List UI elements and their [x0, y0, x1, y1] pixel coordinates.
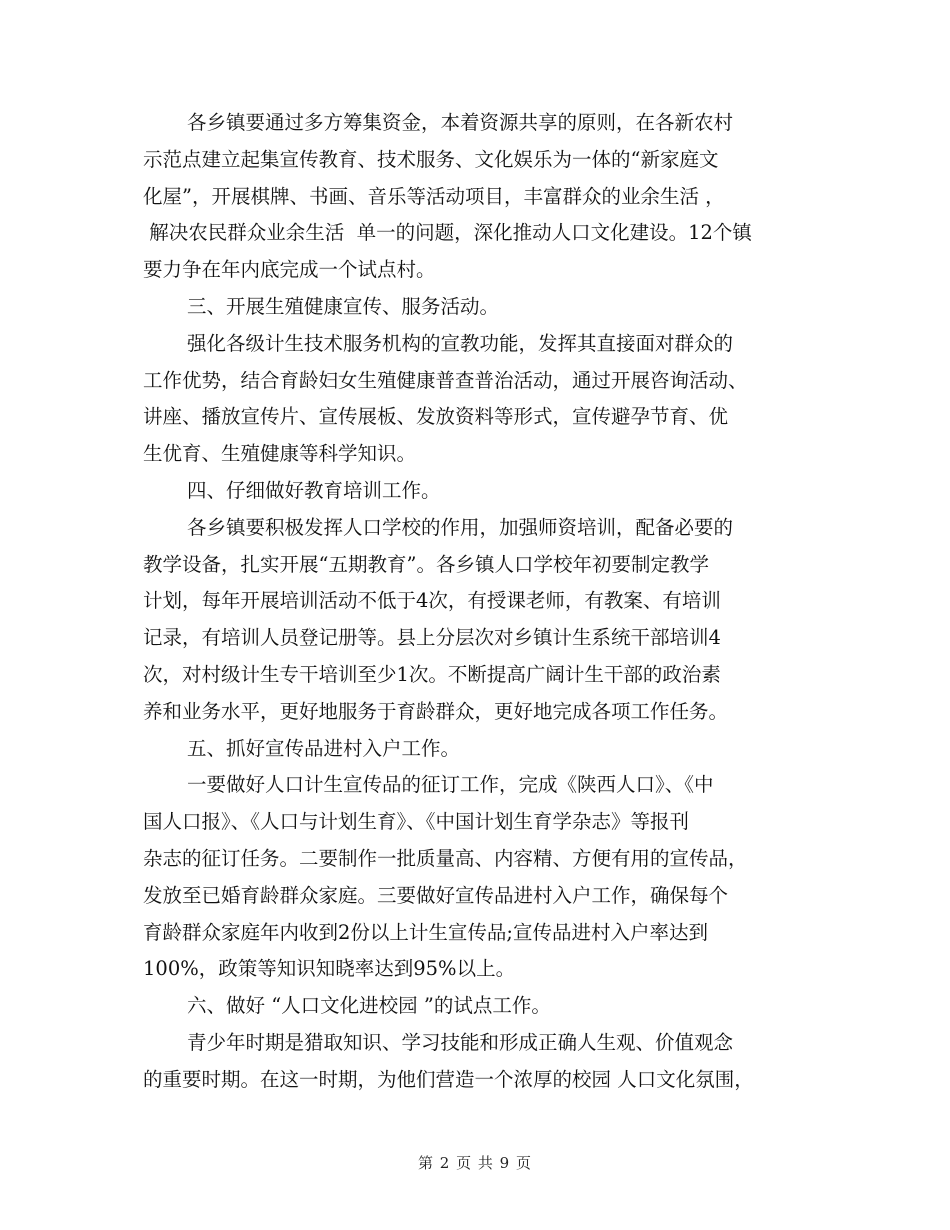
text-line: 六、做好 “人口文化进校园 ”的试点工作。 — [187, 994, 551, 1018]
text-line: 解决农民群众业余生活 单一的问题，深化推动人口文化建设。12个镇 — [143, 221, 752, 245]
page-footer: 第 2 页 共 9 页 — [418, 1154, 532, 1172]
text-line: 的重要时期。在这一时期，为他们营造一个浓厚的校园 人口文化氛围， — [143, 1067, 754, 1091]
text-line: 一要做好人口计生宣传品的征订工作，完成《陕西人口》、《中 — [187, 773, 714, 797]
text-line: 育龄群众家庭年内收到2份以上计生宣传品;宣传品进村入户率达到 — [143, 920, 708, 944]
text-line: 100%，政策等知识知晓率达到95%以上。 — [143, 957, 516, 981]
text-line: 发放至已婚育龄群众家庭。三要做好宣传品进村入户工作，确保每个 — [143, 883, 729, 907]
text-line: 各乡镇要积极发挥人口学校的作用，加强师资培训，配备必要的 — [187, 515, 734, 539]
text-line: 教学设备，扎实开展“五期教育”。各乡镇人口学校年初要制定教学 — [143, 552, 709, 576]
text-line: 工作优势，结合育龄妇女生殖健康普查普治活动，通过开展咨询活动、 — [143, 368, 748, 392]
text-line: 三、开展生殖健康宣传、服务活动。 — [187, 294, 500, 318]
text-line: 养和业务水平，更好地服务于育龄群众，更好地完成各项工作任务。 — [143, 699, 729, 723]
text-line: 青少年时期是猎取知识、学习技能和形成正确人生观、价值观念 — [187, 1030, 734, 1054]
text-line: 计划，每年开展培训活动不低于4次，有授课老师，有教案、有培训 — [143, 589, 721, 613]
text-line: 五、抓好宣传品进村入户工作。 — [187, 736, 461, 760]
text-line: 次，对村级计生专干培训至少1次。不断提高广阔计生干部的政治素 — [143, 662, 721, 686]
text-line: 化屋”，开展棋牌、书画、音乐等活动项目，丰富群众的业余生活 ， — [143, 184, 725, 208]
text-line: 要力争在年内底完成一个试点村。 — [143, 258, 436, 282]
text-line: 杂志的征订任务。二要制作一批质量高、内容精、方便有用的宣传品， — [143, 846, 748, 870]
text-line: 记录，有培训人员登记册等。县上分层次对乡镇计生系统干部培训4 — [143, 626, 721, 650]
text-line: 讲座、播放宣传片、宣传展板、发放资料等形式，宣传避孕节育、优 — [143, 405, 729, 429]
text-line: 示范点建立起集宣传教育、技术服务、文化娱乐为一体的“新家庭文 — [143, 147, 719, 171]
text-line: 生优育、生殖健康等科学知识。 — [143, 442, 417, 466]
text-line: 强化各级计生技术服务机构的宣教功能，发挥其直接面对群众的 — [187, 331, 734, 355]
text-line: 各乡镇要通过多方筹集资金，本着资源共享的原则，在各新农村 — [187, 111, 734, 134]
text-line: 国人口报》、《人口与计划生育》、《中国计划生育学杂志》等报刊 — [143, 810, 690, 834]
text-line: 四、仔细做好教育培训工作。 — [187, 478, 441, 502]
document-body — [143, 105, 807, 1099]
